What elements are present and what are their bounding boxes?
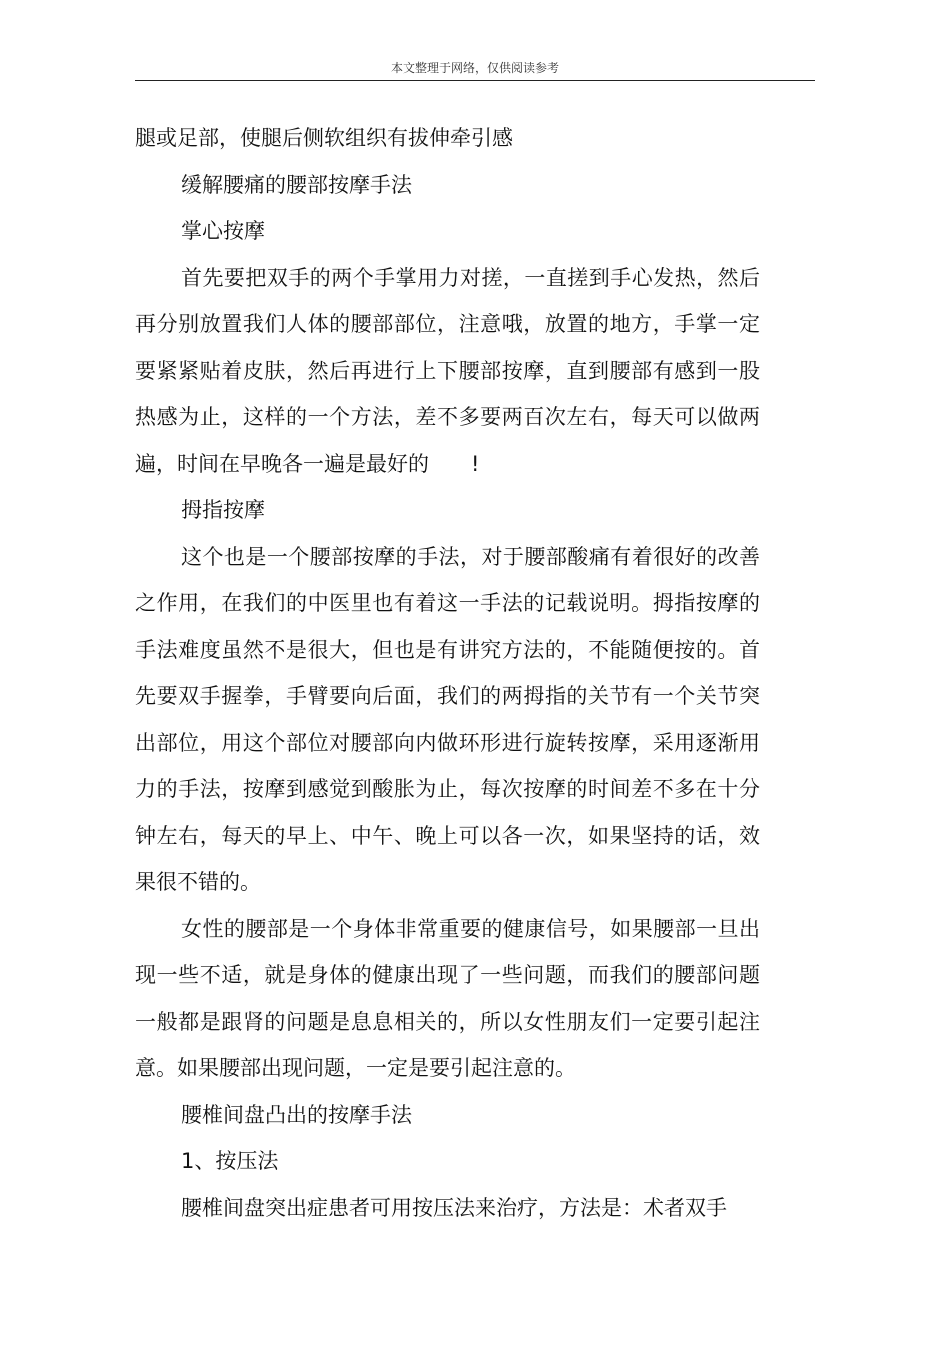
paragraph: 首先要把双手的两个手掌用力对搓，一直搓到手心发热，然后再分别放置我们人体的腰部部位，注意哦，放置的地方，手掌一定要紧紧贴着皮肤，然后再进行上下腰部按摩，直到腰部有感到一股热感为止，这样的一个方法，差不多要两百次左右，每天可以做两遍，时间在早晚各一遍是最好的 ! [135,265,760,476]
subsection-heading: 1、按压法 [181,1149,279,1173]
paragraph: 女性的腰部是一个身体非常重要的健康信号，如果腰部一旦出现一些不适，就是身体的健康出现了一些问题，而我们的腰部问题一般都是跟肾的问题是息息相关的，所以女性朋友们一定要引起注意。如果腰部出现问题，一定是要引起注意的。 [135,916,760,1080]
subsection-heading: 掌心按摩 [181,219,265,243]
document-body [135,115,760,1231]
paragraph: 这个也是一个腰部按摩的手法，对于腰部酸痛有着很好的改善之作用，在我们的中医里也有着这一手法的记载说明。拇指按摩的手法难度虽然不是很大，但也是有讲究方法的，不能随便按的。首先要双手握拳，手臂要向后面，我们的两拇指的关节有一个关节突出部位，用这个部位对腰部向内做环形进行旋转按摩，采用逐渐用力的手法，按摩到感觉到酸胀为止，每次按摩的时间差不多在十分钟左右，每天的早上、中午、晚上可以各一次，如果坚持的话，效果很不错的。 [135,544,760,894]
section-heading: 缓解腰痛的腰部按摩手法 [181,172,412,197]
page-header [135,58,815,81]
header-note: 本文整理于网络，仅供阅读参考 [390,61,559,75]
section-heading: 腰椎间盘凸出的按摩手法 [181,1102,412,1127]
paragraph-continued: 腿或足部，使腿后侧软组织有拔伸牵引感 [135,126,513,150]
subsection-heading: 拇指按摩 [181,498,265,522]
paragraph: 腰椎间盘突出症患者可用按压法来治疗，方法是：术者双手 [181,1195,727,1220]
